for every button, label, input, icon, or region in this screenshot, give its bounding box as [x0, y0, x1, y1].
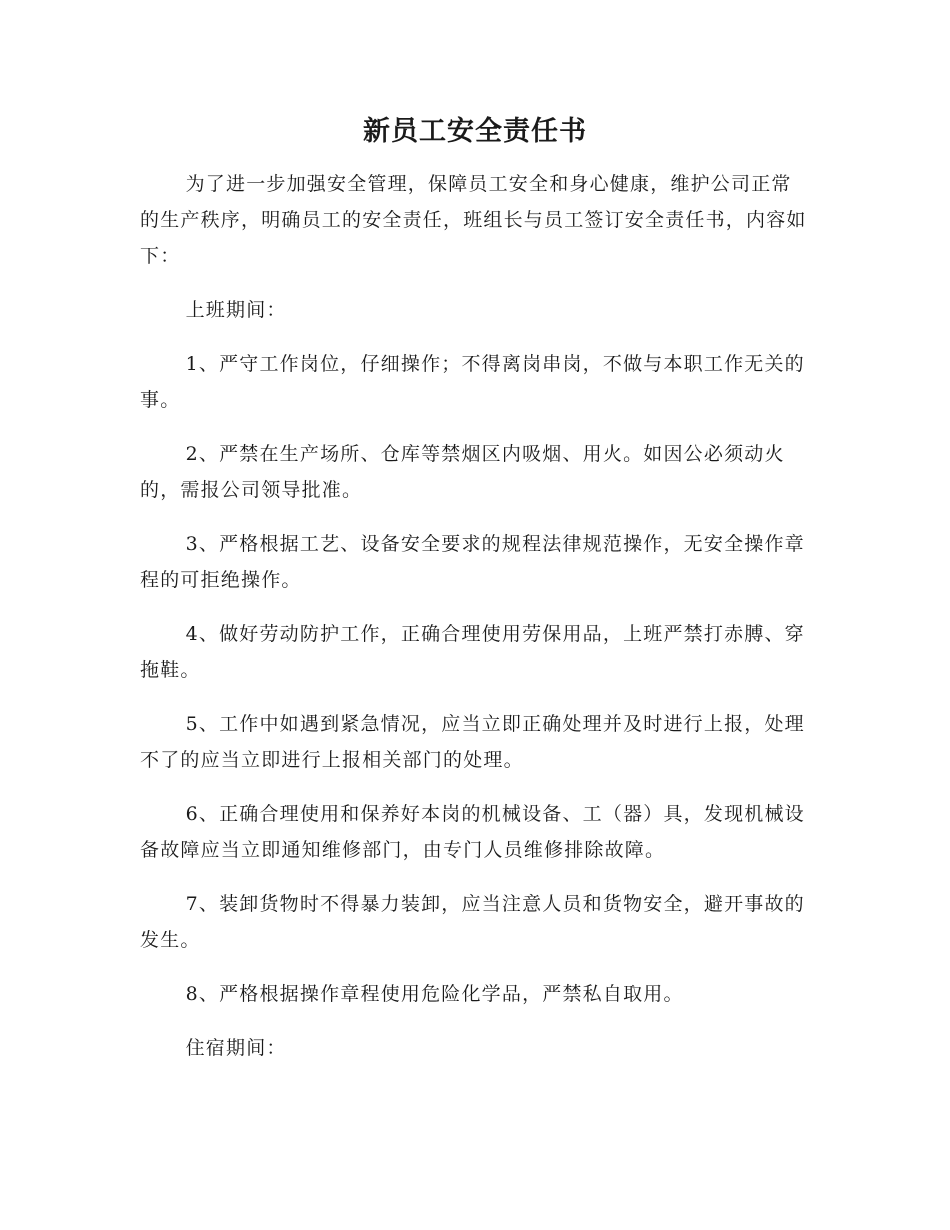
document-title: 新员工安全责任书: [363, 116, 587, 147]
rule-item-4: 4、做好劳动防护工作，正确合理使用劳保用品，上班严禁打赤膊、穿拖鞋。: [140, 623, 805, 681]
section-heading-work: 上班期间：: [185, 299, 287, 321]
document-body: [140, 166, 808, 1084]
rule-item-8: 8、严格根据操作章程使用危险化学品，严禁私自取用。: [185, 983, 684, 1005]
rule-item-2: 2、严禁在生产场所、仓库等禁烟区内吸烟、用火。如因公必须动火的，需报公司领导批准。: [140, 443, 785, 501]
rule-item-5: 5、工作中如遇到紧急情况，应当立即正确处理并及时进行上报，处理不了的应当立即进行上报相关部门的处理。: [140, 713, 805, 771]
intro-paragraph: 为了进一步加强安全管理，保障员工安全和身心健康，维护公司正常的生产秩序，明确员工的安全责任，班组长与员工签订安全责任书，内容如下：: [140, 173, 807, 267]
rule-item-3: 3、严格根据工艺、设备安全要求的规程法律规范操作，无安全操作章程的可拒绝操作。: [140, 533, 805, 591]
section-heading-dormitory: 住宿期间：: [185, 1037, 287, 1059]
rule-item-6: 6、正确合理使用和保养好本岗的机械设备、工（器）具，发现机械设备故障应当立即通知维修部门，由专门人员维修排除故障。: [140, 803, 805, 861]
rule-item-1: 1、严守工作岗位，仔细操作；不得离岗串岗，不做与本职工作无关的事。: [140, 353, 805, 411]
rule-item-7: 7、装卸货物时不得暴力装卸，应当注意人员和货物安全，避开事故的发生。: [140, 893, 805, 951]
